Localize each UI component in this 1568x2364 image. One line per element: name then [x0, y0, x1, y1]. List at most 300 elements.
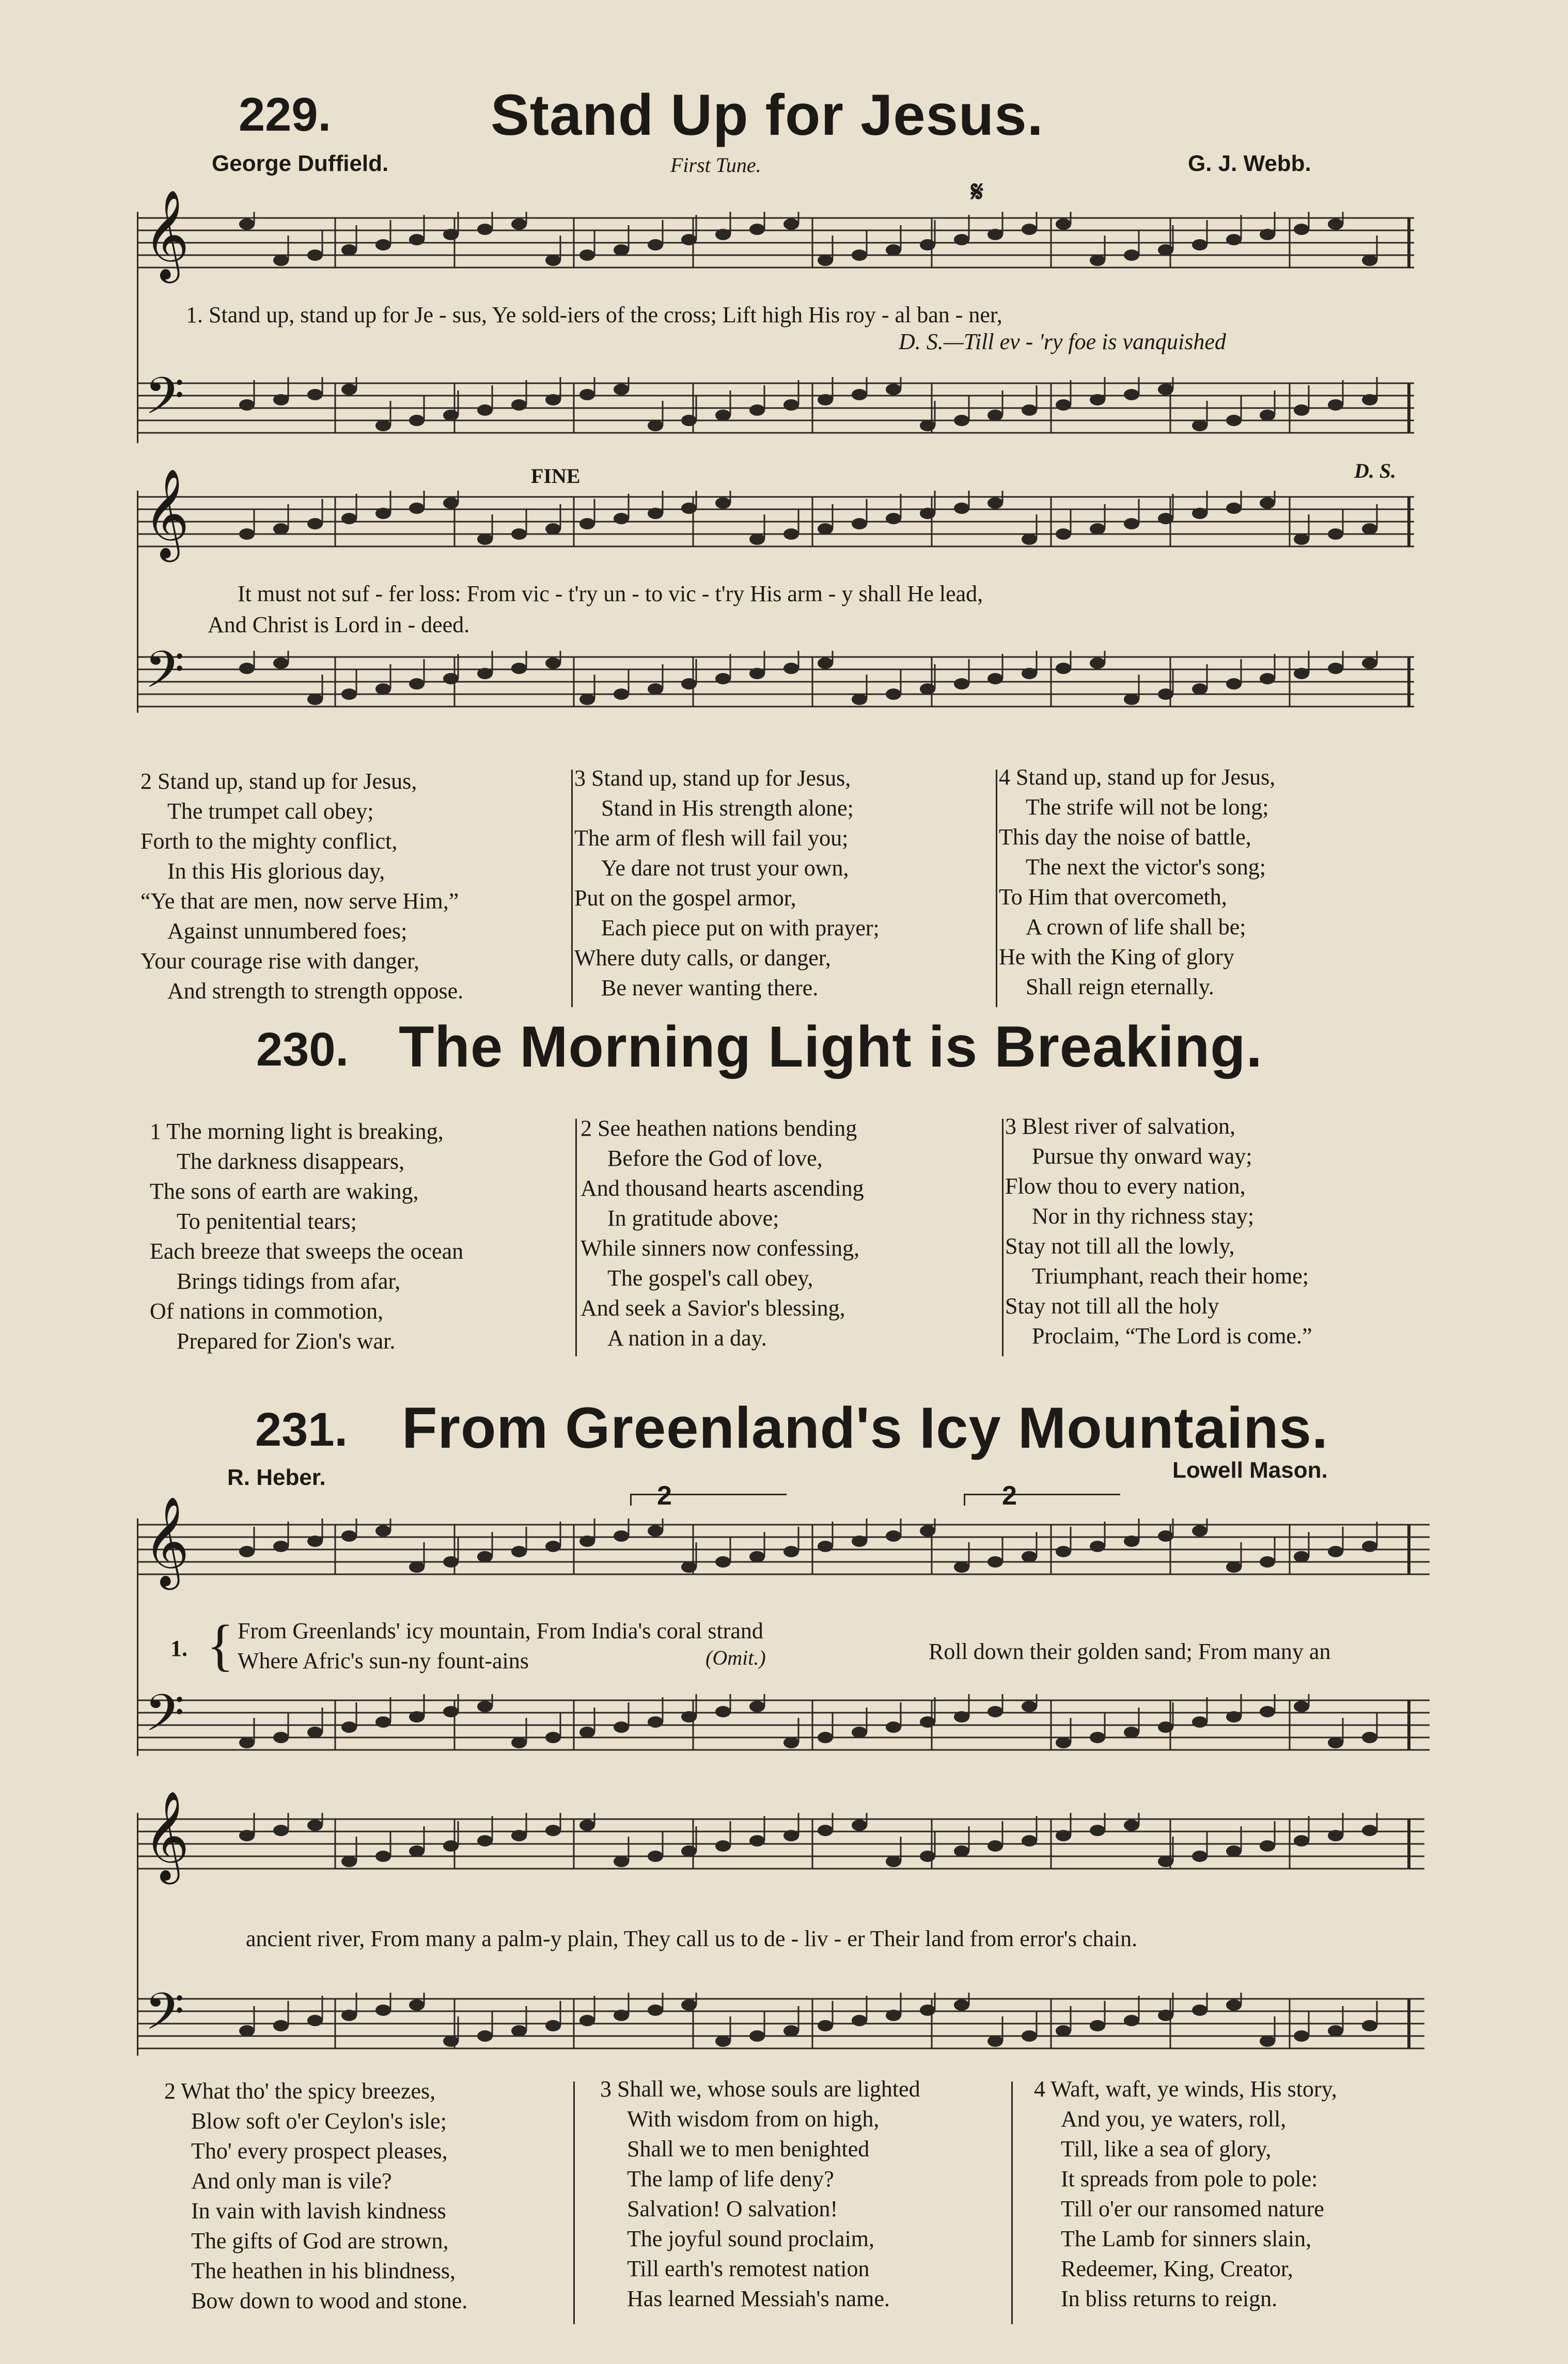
- hymn-230-number: 230.: [256, 1023, 349, 1076]
- note-head: [852, 249, 867, 261]
- note-head: [886, 1856, 901, 1867]
- note-head: [1260, 229, 1275, 240]
- note-head: [614, 2010, 629, 2021]
- note-head: [1260, 673, 1275, 684]
- note-head: [1090, 1825, 1105, 1836]
- note-head: [1022, 668, 1037, 679]
- note-head: [1022, 1551, 1037, 1562]
- note-head: [818, 657, 833, 669]
- note-head: [886, 1530, 901, 1542]
- note-head: [783, 1830, 799, 1841]
- note-head: [648, 1525, 663, 1537]
- note-head: [341, 1856, 357, 1867]
- note-head: [1294, 1551, 1309, 1562]
- hymn-229-lyrics-line3: And Christ is Lord in - deed.: [208, 612, 470, 637]
- note-head: [852, 694, 867, 705]
- note-head: [681, 1845, 697, 1857]
- note-head: [409, 415, 425, 426]
- note-head: [307, 2015, 323, 2026]
- hymn-229-treble-staff-2: [138, 491, 1430, 553]
- note-head: [545, 1825, 561, 1836]
- hymn-229-treble-staff-1: [138, 212, 1430, 274]
- note-head: [1056, 663, 1071, 674]
- note-head: [477, 404, 493, 416]
- hymn-229-verse-3: 3 Stand up, stand up for Jesus, Stand in His strength alone; The arm of flesh will fail you; Ye dare not trust your own, Put on the gospel armor, Each piece put on with prayer; Where duty calls, or danger, Be never wanting there.: [574, 765, 880, 1000]
- note-head: [1090, 1732, 1105, 1743]
- note-head: [715, 673, 731, 684]
- note-head: [954, 415, 969, 426]
- note-head: [511, 2025, 527, 2037]
- note-head: [1328, 1830, 1343, 1841]
- note-head: [375, 508, 391, 519]
- note-head: [954, 1711, 969, 1723]
- note-head: [648, 508, 663, 519]
- note-head: [409, 1845, 425, 1857]
- note-head: [1260, 1706, 1275, 1717]
- note-head: [511, 399, 527, 411]
- hymn-231-author: R. Heber.: [227, 1465, 326, 1490]
- note-head: [1124, 518, 1139, 529]
- hymn-231-verse-4: 4 Waft, waft, ye winds, His story, And you, ye waters, roll, Till, like a sea of glory, It spreads from pole to pole: Till o'er our ransomed nature The Lamb for sinners slain, Redeemer, King, Creator, In bliss returns to reign.: [1034, 2076, 1337, 2311]
- note-head: [1328, 528, 1343, 540]
- note-head: [239, 663, 255, 674]
- note-head: [1226, 678, 1242, 690]
- hymn-230-verse-3: 3 Blest river of salvation, Pursue thy onward way; Flow thou to every nation, Nor in thy richness stay; Stay not till all the lowly, Triumphant, reach their home; Stay not till all the holy Proclaim, “The Lord is come.”: [1005, 1114, 1312, 1349]
- note-head: [1362, 1732, 1377, 1743]
- note-head: [1090, 657, 1105, 669]
- note-head: [614, 244, 629, 256]
- note-head: [1192, 1716, 1208, 1728]
- note-head: [239, 218, 255, 230]
- note-head: [1124, 694, 1139, 705]
- hymn-230-verse-1: 1 The morning light is breaking, The darkness disappears, The sons of earth are waking, To penitential tears; Each breeze that sweeps the ocean Brings tidings from afar, Of nations in commotion, Prepared for Zion's war.: [150, 1119, 464, 1354]
- note-head: [273, 394, 289, 405]
- note-head: [1158, 1856, 1173, 1867]
- note-head: [409, 678, 425, 690]
- bass-clef-icon: 𝄢: [145, 1685, 185, 1754]
- note-head: [648, 2005, 663, 2016]
- note-head: [239, 399, 255, 411]
- note-head: [749, 534, 765, 545]
- note-head: [920, 239, 935, 251]
- note-head: [954, 678, 969, 690]
- note-head: [987, 229, 1003, 240]
- note-head: [1056, 218, 1071, 230]
- hymn-231-treble-staff-2: [138, 1813, 1430, 1875]
- hymn-229-composer: G. J. Webb.: [1188, 151, 1311, 176]
- note-head: [443, 673, 459, 684]
- column-divider: [1002, 1119, 1003, 1356]
- note-head: [1294, 668, 1309, 679]
- note-head: [1294, 1835, 1309, 1846]
- note-head: [648, 420, 663, 431]
- note-head: [545, 657, 561, 669]
- hymn-231-lyrics-a: From Greenlands' icy mountain, From India's coral strand: [238, 1618, 763, 1643]
- note-head: [886, 513, 901, 524]
- note-head: [783, 2025, 799, 2037]
- note-head: [375, 1716, 391, 1728]
- note-head: [341, 244, 357, 256]
- note-head: [852, 1820, 867, 1831]
- ds-mark: D. S.: [1354, 459, 1397, 482]
- ending-number: 2: [1002, 1481, 1017, 1511]
- note-head: [1260, 410, 1275, 421]
- note-head: [783, 1546, 799, 1557]
- note-head: [920, 1851, 935, 1862]
- note-head: [1022, 1701, 1037, 1712]
- treble-clef-icon: 𝄞: [144, 192, 190, 278]
- hymn-229-number: 229.: [239, 88, 332, 141]
- column-divider: [996, 770, 997, 1007]
- segno-icon: 𝄋: [971, 176, 984, 208]
- note-head: [783, 1737, 799, 1748]
- note-head: [1294, 224, 1309, 235]
- note-head: [1056, 1546, 1071, 1557]
- note-head: [920, 420, 935, 431]
- note-head: [341, 1530, 357, 1542]
- note-head: [954, 503, 969, 514]
- note-head: [477, 224, 493, 235]
- hymn-229-tune-note: First Tune.: [670, 153, 761, 177]
- note-head: [749, 1551, 765, 1562]
- note-head: [341, 2010, 357, 2021]
- note-head: [1192, 2005, 1208, 2016]
- note-head: [409, 1711, 425, 1723]
- note-head: [715, 229, 731, 240]
- note-head: [443, 497, 459, 509]
- note-head: [648, 1851, 663, 1862]
- note-head: [614, 688, 629, 700]
- note-head: [239, 1830, 255, 1841]
- note-head: [648, 239, 663, 251]
- note-head: [1022, 534, 1037, 545]
- note-head: [1294, 404, 1309, 416]
- hymn-231-lyrics-b: Where Afric's sun-ny fount-ains: [238, 1648, 529, 1673]
- note-head: [1226, 1999, 1242, 2011]
- bass-clef-icon: 𝄢: [145, 1984, 185, 2053]
- note-head: [1056, 1830, 1071, 1841]
- note-head: [1056, 2025, 1071, 2037]
- note-head: [648, 1716, 663, 1728]
- note-head: [1090, 523, 1105, 535]
- note-head: [715, 497, 731, 509]
- note-head: [477, 1701, 493, 1712]
- note-head: [443, 410, 459, 421]
- note-head: [987, 1556, 1003, 1568]
- note-head: [341, 384, 357, 395]
- note-head: [511, 218, 527, 230]
- note-head: [273, 1732, 289, 1743]
- note-head: [749, 668, 765, 679]
- note-head: [239, 1546, 255, 1557]
- note-head: [818, 1541, 833, 1552]
- note-head: [886, 1721, 901, 1733]
- note-head: [239, 1737, 255, 1748]
- note-head: [1294, 1701, 1309, 1712]
- note-head: [749, 1835, 765, 1846]
- note-head: [1192, 683, 1208, 695]
- note-head: [715, 2036, 731, 2047]
- note-head: [1192, 508, 1208, 519]
- note-head: [409, 234, 425, 245]
- note-head: [749, 2030, 765, 2042]
- hymn-229-ds-line: D. S.—Till ev - 'ry foe is vanquished: [899, 329, 1226, 354]
- note-head: [818, 255, 833, 266]
- note-head: [852, 1727, 867, 1738]
- note-head: [1362, 1825, 1377, 1836]
- note-head: [1158, 384, 1173, 395]
- hymn-229-bass-staff-2: [138, 651, 1430, 713]
- fine-mark: FINE: [531, 464, 581, 488]
- treble-clef-icon: 𝄞: [144, 1793, 190, 1879]
- column-divider: [571, 770, 573, 1007]
- note-head: [1328, 663, 1343, 674]
- note-head: [579, 518, 595, 529]
- hymn-230-title: The Morning Light is Breaking.: [399, 1014, 1263, 1079]
- note-head: [1124, 1820, 1139, 1831]
- note-head: [545, 2020, 561, 2031]
- note-head: [1124, 1536, 1139, 1547]
- note-head: [1158, 513, 1173, 524]
- note-head: [375, 2005, 391, 2016]
- note-head: [307, 249, 323, 261]
- note-head: [239, 2025, 255, 2037]
- note-head: [307, 518, 323, 529]
- note-head: [987, 1706, 1003, 1717]
- hymn-231-bass-staff-2: [138, 1993, 1430, 2055]
- bass-clef-icon: 𝄢: [145, 368, 185, 437]
- note-head: [579, 2015, 595, 2026]
- note-head: [1328, 2025, 1343, 2037]
- hymn-229-author: George Duffield.: [212, 151, 389, 176]
- note-head: [1124, 2015, 1139, 2026]
- ending-bracket: [964, 1494, 1120, 1506]
- note-head: [681, 1999, 697, 2011]
- note-head: [920, 2005, 935, 2016]
- note-head: [443, 229, 459, 240]
- note-head: [341, 513, 357, 524]
- brace-icon: {: [207, 1614, 234, 1677]
- hymn-229-verse-2: 2 Stand up, stand up for Jesus, The trumpet call obey; Forth to the mighty conflict, In this His glorious day, “Ye that are men, now serve Him,” Against unnumbered foes; Your courage rise with danger, And strength to strength oppose.: [140, 769, 464, 1004]
- note-head: [1192, 1525, 1208, 1537]
- note-head: [987, 410, 1003, 421]
- note-head: [818, 1825, 833, 1836]
- note-head: [852, 1536, 867, 1547]
- note-head: [375, 239, 391, 251]
- note-head: [1294, 534, 1309, 545]
- hymn-229-bass-staff-1: [138, 377, 1430, 439]
- note-head: [818, 1732, 833, 1743]
- hymn-231-omit: (Omit.): [705, 1646, 766, 1669]
- note-head: [477, 534, 493, 545]
- note-head: [1022, 404, 1037, 416]
- note-head: [1226, 503, 1242, 514]
- note-head: [715, 410, 731, 421]
- note-head: [852, 389, 867, 400]
- note-head: [1158, 1721, 1173, 1733]
- note-head: [1124, 249, 1139, 261]
- hymn-231-number: 231.: [255, 1403, 348, 1456]
- note-head: [818, 523, 833, 535]
- note-head: [1022, 2030, 1037, 2042]
- hymn-229-lyrics-line1: 1. Stand up, stand up for Je - sus, Ye sold-iers of the cross; Lift high His roy - al ban - ner,: [186, 302, 1002, 327]
- treble-clef-icon: 𝄞: [144, 1499, 190, 1585]
- note-head: [954, 1561, 969, 1573]
- note-head: [511, 1830, 527, 1841]
- note-head: [920, 1716, 935, 1728]
- note-head: [1158, 1530, 1173, 1542]
- note-head: [477, 668, 493, 679]
- note-head: [614, 1721, 629, 1733]
- note-head: [1056, 1737, 1071, 1748]
- note-head: [409, 1561, 425, 1573]
- note-head: [307, 694, 323, 705]
- note-head: [681, 234, 697, 245]
- column-divider: [575, 1119, 577, 1356]
- hymn-231-title: From Greenland's Icy Mountains.: [402, 1396, 1328, 1460]
- note-head: [443, 2036, 459, 2047]
- note-head: [1328, 218, 1343, 230]
- note-head: [920, 1525, 935, 1537]
- note-head: [579, 1820, 595, 1831]
- note-head: [307, 389, 323, 400]
- bass-clef-icon: 𝄢: [145, 642, 185, 711]
- note-head: [341, 1721, 357, 1733]
- note-head: [715, 1556, 731, 1568]
- note-head: [579, 389, 595, 400]
- note-head: [273, 1541, 289, 1552]
- hymn-231-lyrics-c: Roll down their golden sand; From many an: [929, 1639, 1331, 1664]
- note-head: [681, 1561, 697, 1573]
- note-head: [1328, 1737, 1343, 1748]
- note-head: [715, 1706, 731, 1717]
- note-head: [579, 1536, 595, 1547]
- note-head: [409, 1999, 425, 2011]
- note-head: [511, 1737, 527, 1748]
- note-head: [375, 683, 391, 695]
- note-head: [1192, 239, 1208, 251]
- note-head: [1362, 2020, 1377, 2031]
- note-head: [954, 234, 969, 245]
- note-head: [1090, 1541, 1105, 1552]
- note-head: [1294, 2030, 1309, 2042]
- note-head: [1090, 255, 1105, 266]
- note-head: [681, 678, 697, 690]
- note-head: [1362, 523, 1377, 535]
- note-head: [987, 673, 1003, 684]
- note-head: [681, 503, 697, 514]
- note-head: [443, 1556, 459, 1568]
- ending-number: 2: [657, 1481, 672, 1511]
- note-head: [614, 384, 629, 395]
- column-divider: [573, 2081, 575, 2324]
- note-head: [409, 503, 425, 514]
- hymn-230-verse-2: 2 See heathen nations bending Before the God of love, And thousand hearts ascending In gratitude above; While sinners now confessing, The gospel's call obey, And seek a Savior's blessing, A nation in a day.: [581, 1116, 864, 1351]
- note-head: [818, 2020, 833, 2031]
- note-head: [1226, 234, 1242, 245]
- note-head: [886, 2010, 901, 2021]
- note-head: [648, 683, 663, 695]
- hymn-231-verse-2: 2 What tho' the spicy breezes, Blow soft o'er Ceylon's isle; Tho' every prospect pleases, And only man is vile? In vain with lavish kindness The gifts of God are strown, The heathen in his blindness, Bow down to wood and stone.: [164, 2078, 468, 2313]
- note-head: [375, 1851, 391, 1862]
- note-head: [1124, 1727, 1139, 1738]
- note-head: [852, 518, 867, 529]
- note-head: [681, 1711, 697, 1723]
- note-head: [1260, 1556, 1275, 1568]
- note-head: [1158, 2010, 1173, 2021]
- treble-clef-icon: 𝄞: [144, 471, 190, 557]
- note-head: [511, 663, 527, 674]
- note-head: [273, 255, 289, 266]
- hymn-231-treble-staff-1: [138, 1518, 1430, 1580]
- note-head: [341, 688, 357, 700]
- note-head: [1090, 394, 1105, 405]
- note-head: [886, 244, 901, 256]
- note-head: [273, 1825, 289, 1836]
- note-head: [783, 528, 799, 540]
- note-head: [681, 415, 697, 426]
- note-head: [511, 528, 527, 540]
- note-head: [307, 1536, 323, 1547]
- note-head: [920, 683, 935, 695]
- note-head: [307, 1727, 323, 1738]
- note-head: [920, 508, 935, 519]
- note-head: [1328, 1546, 1343, 1557]
- note-head: [477, 2030, 493, 2042]
- hymn-229-title: Stand Up for Jesus.: [491, 83, 1044, 147]
- note-head: [1192, 420, 1208, 431]
- note-head: [614, 1530, 629, 1542]
- column-divider: [1011, 2081, 1013, 2324]
- note-head: [783, 663, 799, 674]
- hymn-231-bass-staff-1: [138, 1694, 1430, 1756]
- note-head: [1260, 1840, 1275, 1852]
- note-head: [749, 224, 765, 235]
- note-head: [1260, 2036, 1275, 2047]
- hymn-231-verse-label: 1.: [170, 1636, 187, 1661]
- note-head: [1192, 1851, 1208, 1862]
- note-head: [987, 497, 1003, 509]
- note-head: [852, 2015, 867, 2026]
- note-head: [783, 399, 799, 411]
- note-head: [273, 2020, 289, 2031]
- note-head: [1260, 497, 1275, 509]
- note-head: [1226, 1711, 1242, 1723]
- hymn-229-verse-4: 4 Stand up, stand up for Jesus, The strife will not be long; This day the noise of battle, The next the victor's song; To Him that overcometh, A crown of life shall be; He with the King of glory Shall reign eternally.: [999, 764, 1276, 999]
- ending-bracket: [630, 1494, 787, 1506]
- note-head: [1022, 224, 1037, 235]
- note-head: [579, 1727, 595, 1738]
- note-head: [1056, 528, 1071, 540]
- note-head: [614, 1856, 629, 1867]
- note-head: [579, 249, 595, 261]
- note-head: [954, 1845, 969, 1857]
- note-head: [1362, 657, 1377, 669]
- note-head: [954, 1999, 969, 2011]
- note-head: [477, 1551, 493, 1562]
- note-head: [1362, 394, 1377, 405]
- note-head: [818, 394, 833, 405]
- note-head: [443, 1840, 459, 1852]
- note-head: [545, 1541, 561, 1552]
- note-head: [375, 420, 391, 431]
- note-head: [545, 1732, 561, 1743]
- note-head: [545, 523, 561, 535]
- note-head: [1124, 389, 1139, 400]
- note-head: [1022, 1835, 1037, 1846]
- note-head: [375, 1525, 391, 1537]
- note-head: [1226, 1845, 1242, 1857]
